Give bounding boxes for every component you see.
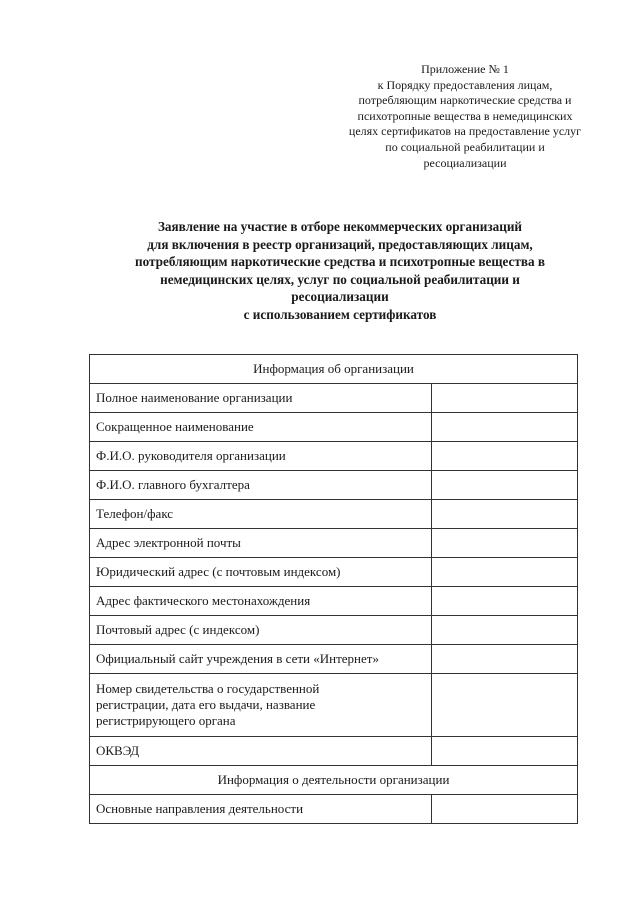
appendix-line: к Порядку предоставления лицам, [377, 77, 553, 92]
table-row [90, 529, 578, 558]
table-row [90, 558, 578, 587]
row-label: Основные направления деятельности [90, 795, 432, 824]
row-label: Ф.И.О. руководителя организации [90, 442, 432, 471]
row-label: Адрес электронной почты [90, 529, 432, 558]
table-row [90, 795, 578, 824]
section-activity-title: Информация о деятельности организации [90, 766, 578, 795]
value-cell[interactable] [432, 674, 578, 737]
value-cell[interactable] [432, 529, 578, 558]
table-row [90, 413, 578, 442]
table-row [90, 645, 578, 674]
row-label: Почтовый адрес (с индексом) [90, 616, 432, 645]
appendix-line: потребляющим наркотические средства и [358, 93, 572, 108]
value-cell[interactable] [432, 471, 578, 500]
row-label: Номер свидетельства о государственной регистрации, дата его выдачи, название регистрирующего органа [90, 674, 432, 737]
table-row [90, 500, 578, 529]
title-line: Заявление на участие в отборе некоммерческих организаций [157, 219, 523, 234]
row-label: Адрес фактического местонахождения [90, 587, 432, 616]
value-cell[interactable] [432, 616, 578, 645]
title-line: с использованием сертификатов [243, 306, 437, 322]
value-cell[interactable] [432, 442, 578, 471]
table-row [90, 674, 578, 737]
value-cell[interactable] [432, 384, 578, 413]
section-org-title: Информация об организации [90, 355, 578, 384]
value-cell[interactable] [432, 645, 578, 674]
title-line: немедицинских целях, услуг по социальной реабилитации и [160, 271, 520, 287]
appendix-line: психотропные вещества в немедицинских [357, 108, 573, 123]
row-label: Официальный сайт учреждения в сети «Интернет» [90, 645, 432, 674]
row-label: Юридический адрес (с почтовым индексом) [90, 558, 432, 587]
title-line: для включения в реестр организаций, предоставляющих лицам, [147, 236, 533, 252]
title-line: потребляющим наркотические средства и психотропные вещества в [135, 254, 545, 270]
value-cell[interactable] [432, 737, 578, 766]
table-row [90, 471, 578, 500]
row-label: Сокращенное наименование [90, 413, 432, 442]
value-cell[interactable] [432, 558, 578, 587]
title-line: ресоциализации [291, 289, 389, 305]
table-row [90, 737, 578, 766]
row-label: Ф.И.О. главного бухгалтера [90, 471, 432, 500]
table-row [90, 442, 578, 471]
table-row [90, 384, 578, 413]
row-label: ОКВЭД [90, 737, 432, 766]
table-row [90, 616, 578, 645]
appendix-line: целях сертификатов на предоставление услуг [348, 124, 582, 139]
row-label: Полное наименование организации [90, 384, 432, 413]
table-section-header [90, 766, 578, 795]
value-cell[interactable] [432, 500, 578, 529]
row-label: Телефон/факс [90, 500, 432, 529]
organization-info-table [89, 354, 578, 824]
document-title [100, 218, 580, 324]
value-cell[interactable] [432, 587, 578, 616]
table-row [90, 587, 578, 616]
appendix-line: по социальной реабилитации и [385, 139, 545, 154]
appendix-line: Приложение № 1 [421, 62, 509, 76]
appendix-line: ресоциализации [423, 155, 507, 170]
value-cell[interactable] [432, 413, 578, 442]
table-section-header [90, 355, 578, 384]
appendix-header [330, 62, 600, 171]
value-cell[interactable] [432, 795, 578, 824]
